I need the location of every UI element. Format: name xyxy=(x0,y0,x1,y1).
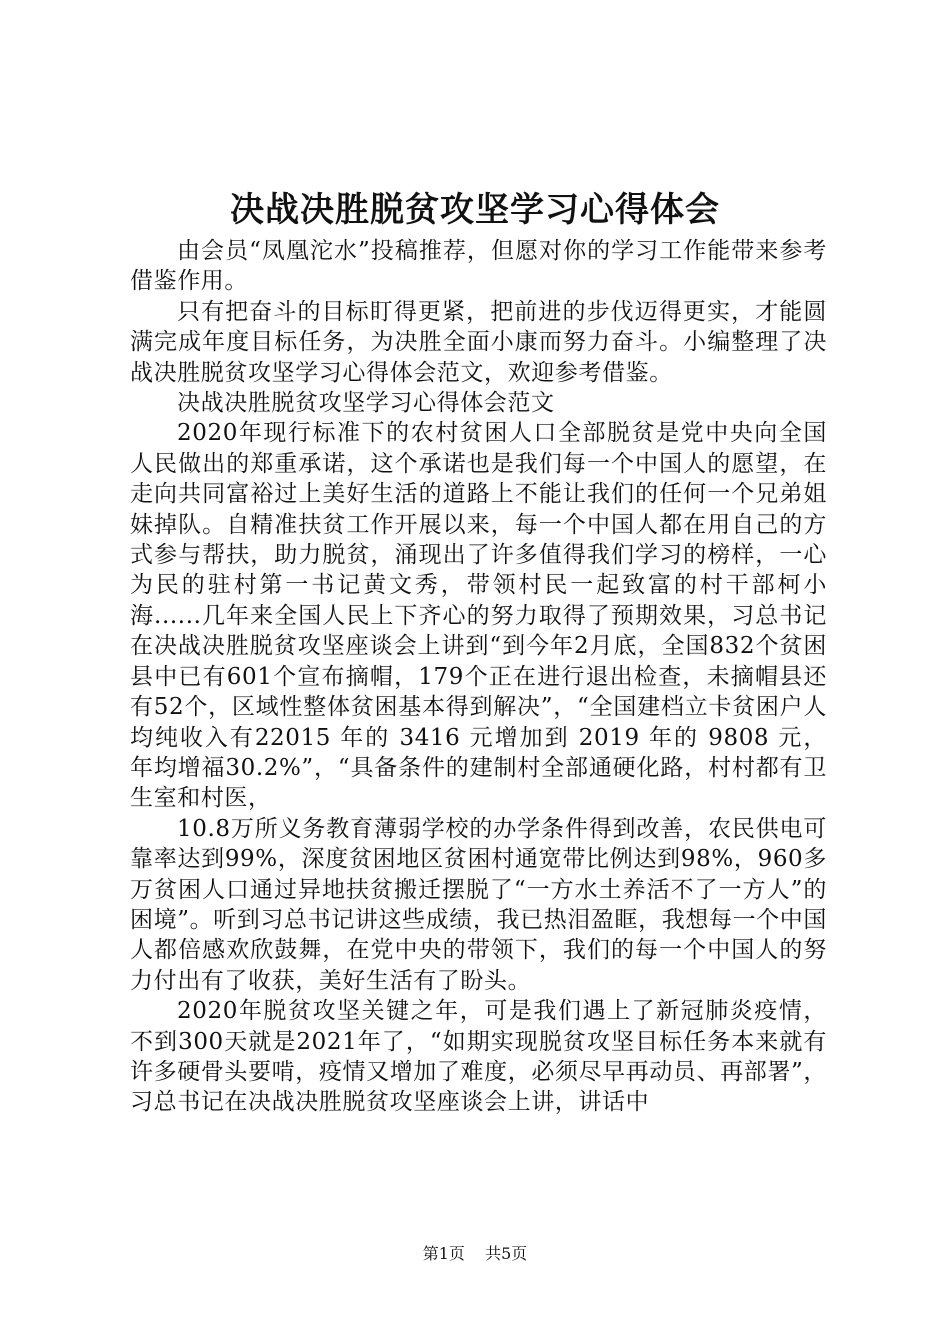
document-title: 决战决胜脱贫攻坚学习心得体会 xyxy=(230,190,720,230)
body-paragraph: 2020年脱贫攻坚关键之年，可是我们遇上了新冠肺炎疫情，不到300天就是2021年了，“如期实现脱贫攻坚目标任务本来就有许多硬骨头要啃，疫情又增加了难度，必须尽早再动员、再部署”，习总书记在决战决胜脱贫攻坚座谈会上讲，讲话中 xyxy=(130,998,827,1116)
page-number: 第1页 xyxy=(422,1244,465,1263)
body-paragraph: 10.8万所义务教育薄弱学校的办学条件得到改善，农民供电可靠率达到99%，深度贫困地区贫困村通宽带比例达到98%，960多万贫困人口通过异地扶贫搬迁摆脱了“一方水土养活不了一方人”的困境”。听到习总书记讲这些成绩，我已热泪盈眶，我想每一个中国人都倍感欢欣鼓舞，在党中央的带领下，我们的每一个中国人的努力付出有了收获，美好生活有了盼头。 xyxy=(130,815,827,994)
document-body xyxy=(130,236,827,1118)
page-footer xyxy=(0,1242,950,1266)
page-total: 共5页 xyxy=(485,1244,528,1263)
intro-paragraph: 由会员“凤凰沱水”投稿推荐，但愿对你的学习工作能带来参考借鉴作用。 xyxy=(130,238,827,295)
summary-paragraph: 只有把奋斗的目标盯得更紧，把前进的步伐迈得更实，才能圆满完成年度目标任务，为决胜全面小康而努力奋斗。小编整理了决战决胜脱贫攻坚学习心得体会范文，欢迎参考借鉴。 xyxy=(130,298,827,386)
body-paragraph: 2020年现行标准下的农村贫困人口全部脱贫是党中央向全国人民做出的郑重承诺，这个承诺也是我们每一个中国人的愿望，在走向共同富裕过上美好生活的道路上不能让我们的任何一个兄弟姐妹掉队。自精准扶贫工作开展以来，每一个中国人都在用自己的方式参与帮扶，助力脱贫，涌现出了许多值得我们学习的榜样，一心为民的驻村第一书记黄文秀，带领村民一起致富的村干部柯小海......几年来全国人民上下齐心的努力取得了预期效果，习总书记在决战决胜脱贫攻坚座谈会上讲到“到今年2月底，全国832个贫困县中已有601个宣布摘帽，179个正在进行退出检查，未摘帽县还有52个，区域性整体贫困基本得到解决”，“全国建档立卡贫困户人均纯收入有22015 年的 3416 元增加到 2019 年的 9808 元， 年均增福30.2%”，“具备条件的建制村全部通硬化路，村村都有卫生室和村医， xyxy=(130,420,827,812)
section-heading: 决战决胜脱贫攻坚学习心得体会范文 xyxy=(177,390,555,417)
